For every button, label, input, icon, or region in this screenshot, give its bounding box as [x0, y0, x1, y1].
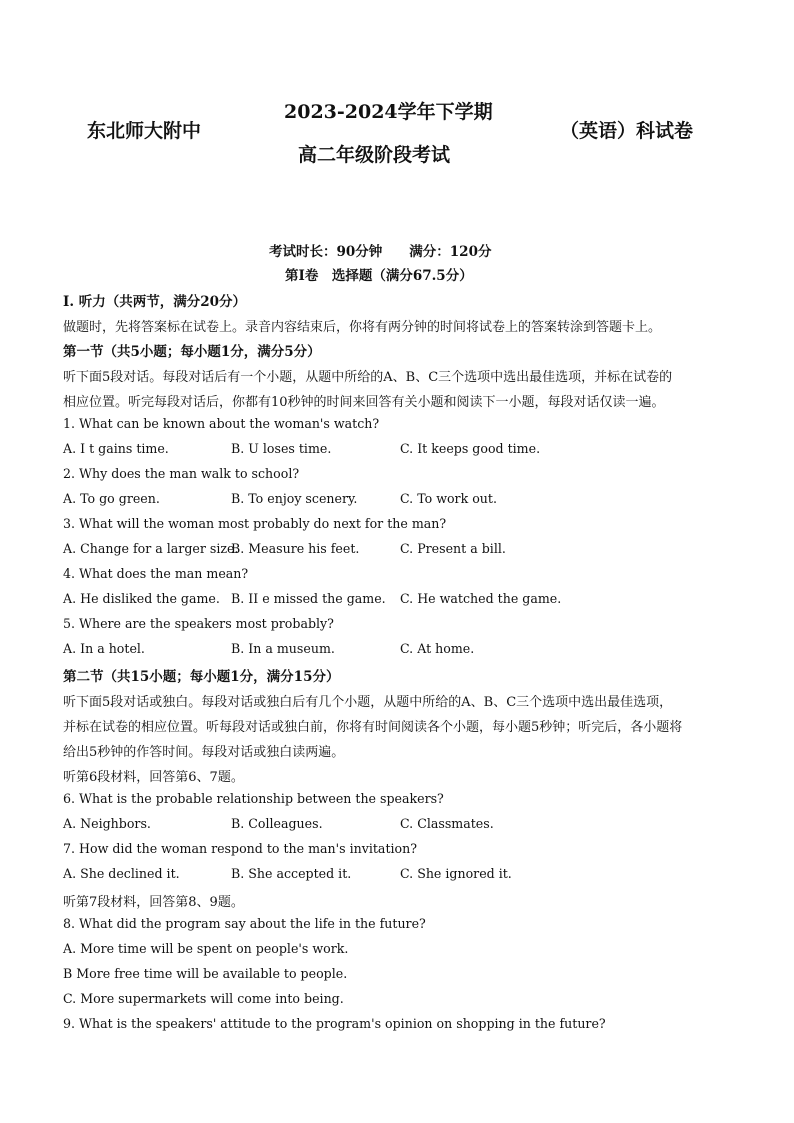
- question-5-option-b: B. In a museum.: [231, 641, 335, 656]
- volume-title: 第Ⅰ卷 选择题（满分67.5分）: [285, 268, 473, 284]
- question-5-option-a: A. In a hotel.: [63, 641, 145, 656]
- question-4-option-a: A. He disliked the game.: [63, 591, 220, 606]
- question-8-option-b: B More free time will be available to people.: [63, 966, 348, 981]
- question-8-option-a: A. More time will be spent on people's work.: [63, 941, 349, 956]
- question-6-option-b: B. Colleagues.: [231, 816, 323, 831]
- part1-instruction: 做题时，先将答案标在试卷上。录音内容结束后，你将有两分钟的时间将试卷上的答案转涂到答题卡上。: [63, 320, 662, 335]
- question-3-option-a: A. Change for a larger size.: [63, 541, 239, 556]
- question-5: 5. Where are the speakers most probably?: [63, 616, 334, 631]
- section1-title: 第一节（共5小题；每小题1分，满分5分）: [63, 344, 321, 360]
- section2-instruction-line1: 听下面5段对话或独白。每段对话或独白后有几个小题，从题中所给的A、B、C三个选项中选出最佳选项，: [63, 695, 673, 710]
- question-3-option-b: B. Measure his feet.: [231, 541, 360, 556]
- question-5-option-c: C. At home.: [400, 641, 475, 656]
- question-7-option-b: B. She accepted it.: [231, 866, 352, 881]
- question-2: 2. Why does the man walk to school?: [63, 466, 300, 481]
- exam-info: 考试时长：90分钟 满分：120分: [269, 244, 492, 260]
- question-6-option-a: A. Neighbors.: [63, 816, 151, 831]
- section2-title: 第二节（共15小题；每小题1分，满分15分）: [63, 669, 340, 685]
- section1-instruction-line2: 相应位置。听完每段对话后，你都有10秒钟的时间来回答有关小题和阅读下一小题，每段对话仅读一遍。: [63, 395, 665, 410]
- question-1-option-a: A. I t gains time.: [63, 441, 169, 456]
- question-4: 4. What does the man mean?: [63, 566, 249, 581]
- question-6-option-c: C. Classmates.: [400, 816, 494, 831]
- question-1: 1. What can be known about the woman's watch?: [63, 416, 380, 431]
- question-1-option-c: C. It keeps good time.: [400, 441, 541, 456]
- material-6-heading: 听第6段材料，回答第6、7题。: [63, 770, 244, 785]
- question-2-option-c: C. To work out.: [400, 491, 497, 506]
- section1-instruction-line1: 听下面5段对话。每段对话后有一个小题，从题中所给的A、B、C三个选项中选出最佳选项，并标在试卷的: [63, 370, 673, 385]
- question-4-option-c: C. He watched the game.: [400, 591, 562, 606]
- question-8: 8. What did the program say about the life in the future?: [63, 916, 426, 931]
- question-4-option-b: B. II e missed the game.: [231, 591, 386, 606]
- part1-title: I. 听力（共两节，满分20分）: [63, 294, 247, 310]
- question-2-option-b: B. To enjoy scenery.: [231, 491, 358, 506]
- question-7-option-c: C. She ignored it.: [400, 866, 512, 881]
- subject-title: （英语）科试卷: [560, 120, 694, 142]
- section2-instruction-line2: 并标在试卷的相应位置。听每段对话或独白前，你将有时间阅读各个小题，每小题5秒钟；听完后，各小题将: [63, 720, 683, 735]
- exam-title: 高二年级阶段考试: [298, 144, 451, 166]
- question-6: 6. What is the probable relationship between the speakers?: [63, 791, 444, 806]
- question-2-option-a: A. To go green.: [63, 491, 160, 506]
- term-title: 2023-2024学年下学期: [284, 101, 493, 123]
- question-3-option-c: C. Present a bill.: [400, 541, 506, 556]
- question-7: 7. How did the woman respond to the man's invitation?: [63, 841, 417, 856]
- question-3: 3. What will the woman most probably do next for the man?: [63, 516, 447, 531]
- material-7-heading: 听第7段材料，回答第8、9题。: [63, 895, 244, 910]
- question-8-option-c: C. More supermarkets will come into being.: [63, 991, 344, 1006]
- section2-instruction-line3: 给出5秒钟的作答时间。每段对话或独白读两遍。: [63, 745, 345, 760]
- question-7-option-a: A. She declined it.: [63, 866, 180, 881]
- school-name: 东北师大附中: [87, 120, 202, 142]
- question-1-option-b: B. U loses time.: [231, 441, 332, 456]
- question-9: 9. What is the speakers' attitude to the program's opinion on shopping in the future?: [63, 1016, 606, 1031]
